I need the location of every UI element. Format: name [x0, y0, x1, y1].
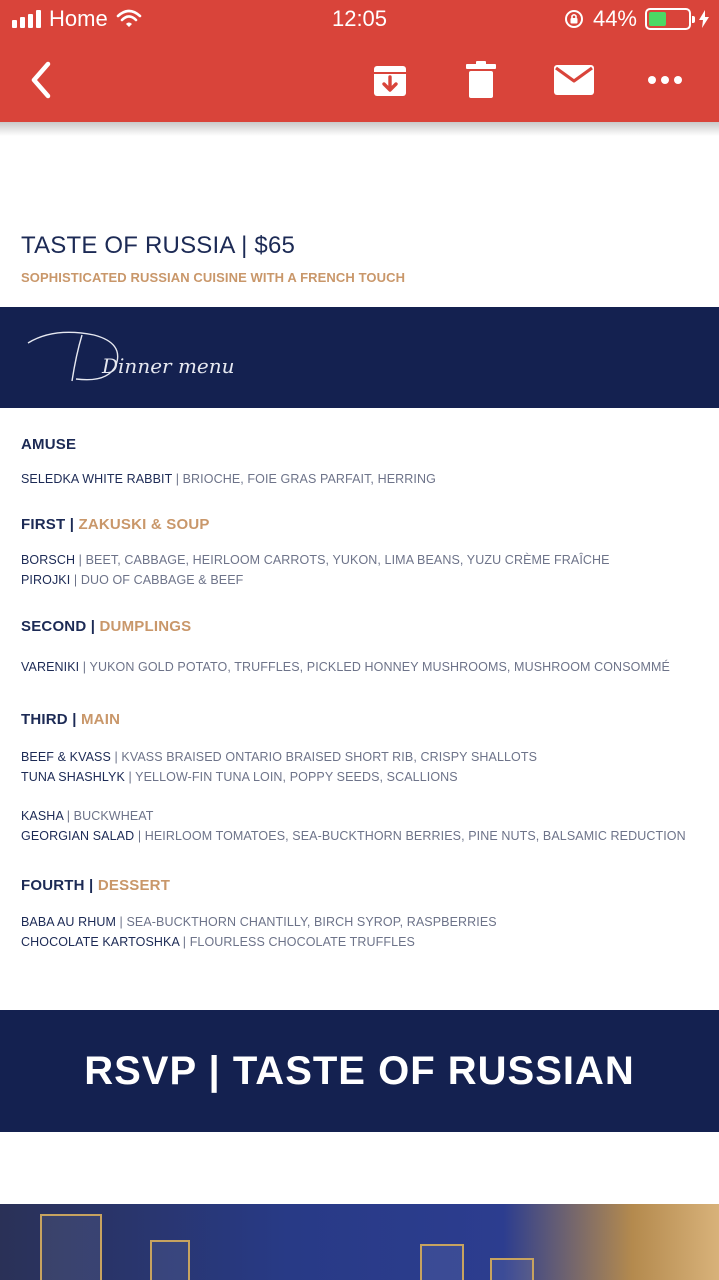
menu-section-heading: [21, 711, 120, 728]
status-bar: [0, 0, 719, 40]
section-course: THIRD |: [21, 711, 81, 728]
menu-item: [21, 469, 436, 489]
menu-item: [21, 767, 458, 787]
archive-button[interactable]: [368, 58, 412, 102]
dish-description: | YUKON GOLD POTATO, TRUFFLES, PICKLED HONNEY MUSHROOMS, MUSHROOM CONSOMMÉ: [79, 660, 670, 674]
dish-description: | FLOURLESS CHOCOLATE TRUFFLES: [179, 935, 415, 949]
dish-name: PIROJKI: [21, 573, 71, 587]
dish-description: | HEIRLOOM TOMATOES, SEA-BUCKTHORN BERRIES, PINE NUTS, BALSAMIC REDUCTION: [134, 829, 686, 843]
carrier-label: Home: [49, 6, 108, 31]
menu-item: [21, 550, 610, 570]
menu-item: [21, 826, 686, 846]
section-course: SECOND |: [21, 618, 100, 635]
more-icon: [647, 75, 683, 85]
rsvp-button[interactable]: [0, 1010, 719, 1132]
back-button[interactable]: [22, 58, 62, 102]
top-bar: [0, 0, 719, 122]
battery-fill: [649, 12, 666, 26]
more-button[interactable]: [643, 58, 687, 102]
charging-icon: [699, 10, 709, 28]
menu-item: [21, 657, 670, 677]
photo-frame: [420, 1244, 464, 1280]
section-category: DUMPLINGS: [99, 618, 192, 635]
menu-item: [21, 806, 154, 826]
section-course: FOURTH |: [21, 877, 98, 894]
photo-frame: [40, 1214, 102, 1280]
status-time: 12:05: [331, 6, 388, 31]
section-course: AMUSE: [21, 436, 77, 453]
menu-section-heading: [21, 877, 170, 894]
dish-name: BABA AU RHUM: [21, 915, 116, 929]
section-category: DESSERT: [97, 877, 171, 894]
dinner-menu-script: [24, 321, 264, 391]
battery-icon: [645, 8, 691, 30]
menu-section-heading: [21, 516, 210, 533]
dish-description: | DUO OF CABBAGE & BEEF: [70, 573, 244, 587]
app-bar: [0, 40, 719, 122]
status-right: [563, 6, 709, 32]
section-category: ZAKUSKI & SOUP: [78, 516, 210, 533]
menu-item: [21, 570, 243, 590]
dish-name: GEORGIAN SALAD: [21, 829, 135, 843]
menu-item: [21, 932, 415, 952]
dinner-menu-banner: [0, 307, 719, 408]
battery-percent: 44%: [592, 6, 637, 31]
dish-name: TUNA SHASHLYK: [21, 770, 125, 784]
mail-icon: [554, 65, 594, 95]
section-course: FIRST |: [21, 516, 79, 533]
email-title: TASTE OF RUSSIA | $65: [21, 232, 296, 259]
restaurant-photo: [0, 1204, 719, 1280]
menu-item: [21, 912, 497, 932]
dish-description: | BUCKWHEAT: [63, 809, 154, 823]
dish-name: SELEDKA WHITE RABBIT: [21, 472, 173, 486]
dish-name: BEEF & KVASS: [21, 750, 111, 764]
menu-item: [21, 747, 537, 767]
orientation-lock-icon: [563, 8, 585, 30]
dish-description: | SEA-BUCKTHORN CHANTILLY, BIRCH SYROP, RASPBERRIES: [115, 915, 497, 929]
delete-button[interactable]: [459, 58, 503, 102]
dish-name: KASHA: [21, 809, 64, 823]
section-category: MAIN: [80, 711, 121, 728]
menu-section-heading: [21, 618, 191, 635]
menu-section-heading: [21, 436, 76, 453]
back-arrow-icon: [22, 58, 62, 102]
dish-name: CHOCOLATE KARTOSHKA: [21, 935, 180, 949]
dish-name: VARENIKI: [21, 660, 80, 674]
dish-description: | KVASS BRAISED ONTARIO BRAISED SHORT RIB, CRISPY SHALLOTS: [110, 750, 538, 764]
photo-frame: [490, 1258, 534, 1280]
photo-frame: [150, 1240, 190, 1280]
dish-description: | YELLOW-FIN TUNA LOIN, POPPY SEEDS, SCALLIONS: [124, 770, 458, 784]
archive-icon: [372, 62, 408, 98]
rsvp-label: RSVP | TASTE OF RUSSIAN: [84, 1048, 635, 1093]
mark-unread-button[interactable]: [551, 58, 597, 102]
svg-text:Dinner menu: Dinner menu: [102, 354, 235, 378]
app-bar-shadow: [0, 122, 719, 136]
trash-icon: [465, 61, 497, 99]
dish-description: | BRIOCHE, FOIE GRAS PARFAIT, HERRING: [172, 472, 436, 486]
dish-name: BORSCH: [21, 553, 76, 567]
dish-description: | BEET, CABBAGE, HEIRLOOM CARROTS, YUKON, LIMA BEANS, YUZU CRÈME FRAÎCHE: [75, 553, 610, 567]
email-subtitle: SOPHISTICATED RUSSIAN CUISINE WITH A FRENCH TOUCH: [21, 270, 406, 285]
